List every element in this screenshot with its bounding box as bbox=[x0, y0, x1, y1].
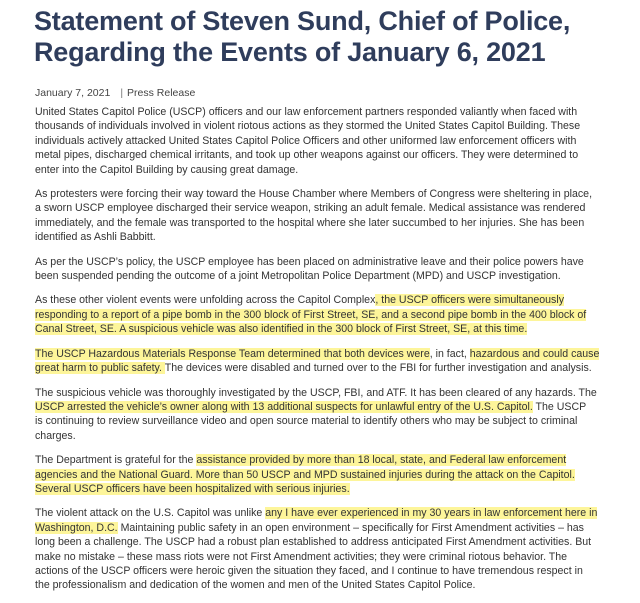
release-date: January 7, 2021 bbox=[35, 87, 111, 99]
highlighted-text: Washington, D.C. bbox=[35, 521, 118, 534]
paragraph-line bbox=[35, 187, 625, 201]
paragraph-text: individuals actively attacked United States Capitol Police Officers and other uniformed law enforcement officers with bbox=[35, 134, 577, 147]
highlighted-text: great harm to public safety. bbox=[35, 362, 165, 375]
paragraph-line bbox=[35, 429, 625, 443]
paragraph-line bbox=[35, 255, 625, 269]
statement-body bbox=[35, 105, 625, 603]
paragraph-text: is continuing to review surveillance video and open source material to identify others who may be subject to criminal bbox=[35, 415, 578, 428]
paragraph-text: The Department is grateful for the bbox=[35, 454, 197, 467]
paragraph-line bbox=[35, 468, 625, 482]
paragraph-line bbox=[35, 201, 625, 215]
highlighted-text: agencies and the National Guard. More than 50 USCP and MPD sustained injuries during the attack on the Capitol. bbox=[35, 468, 575, 481]
highlighted-text: , the USCP officers were simultaneously bbox=[375, 294, 564, 307]
paragraph-text: make no mistake – these mass riots were not First Amendment activities; they were criminal riotous behavior. The bbox=[35, 550, 568, 563]
paragraph-text: the professionalism and dedication of the women and men of the United States Capitol Police. bbox=[35, 579, 476, 592]
paragraph-line bbox=[35, 453, 625, 467]
paragraph-line bbox=[35, 148, 625, 162]
paragraph-line bbox=[35, 269, 625, 283]
paragraph-line bbox=[35, 564, 625, 578]
paragraph-text: , in fact, bbox=[429, 347, 470, 360]
statement-paragraph bbox=[35, 187, 625, 245]
paragraph-line bbox=[35, 400, 625, 414]
paragraph-text: a sworn USCP employee discharged their service weapon, striking an adult female. Medical assistance was rendered bbox=[35, 202, 586, 215]
paragraph-text: metal pipes, discharged chemical irritants, and took up other weapons against our officers. They were determined to bbox=[35, 149, 579, 162]
highlighted-text: responding to a report of a pipe bomb in the 300 block of First Street, SE, and a second pipe bomb in the 400 block of bbox=[35, 308, 587, 321]
release-category: Press Release bbox=[127, 87, 196, 99]
statement-paragraph bbox=[35, 453, 625, 496]
paragraph-text: long been a challenge. The USCP had a robust plan established to address anticipated First Amendment activities. But bbox=[35, 536, 592, 549]
highlighted-text: Several USCP officers have been hospitalized with serious injuries. bbox=[35, 482, 350, 495]
paragraph-line bbox=[35, 322, 625, 336]
highlighted-text: hazardous and could cause bbox=[469, 347, 600, 360]
paragraph-text: identified as Ashli Babbitt. bbox=[35, 231, 156, 244]
paragraph-text: The violent attack on the U.S. Capitol was unlike bbox=[35, 507, 266, 520]
paragraph-line bbox=[35, 216, 625, 230]
paragraph-text: immediately, and the female was transported to the hospital where she later succumbed to her injuries. She has been bbox=[35, 216, 585, 229]
paragraph-line bbox=[35, 521, 625, 535]
paragraph-line bbox=[35, 119, 625, 133]
paragraph-text: As per the USCP’s policy, the USCP employee has been placed on administrative leave and their police powers have bbox=[35, 255, 584, 268]
paragraph-text: Maintaining public safety in an open environment – specifically for First Amendment activities – has bbox=[117, 521, 584, 534]
statement-paragraph bbox=[35, 386, 625, 444]
highlighted-text: USCP arrested the vehicle’s owner along with 13 additional suspects for unlawful entry of the U.S. Capitol. bbox=[35, 400, 533, 413]
paragraph-text: As protesters were forcing their way toward the House Chamber where Members of Congress were sheltering in place, bbox=[35, 188, 593, 201]
paragraph-line bbox=[35, 163, 625, 177]
paragraph-line bbox=[35, 347, 625, 361]
statement-paragraph bbox=[35, 105, 625, 177]
paragraph-text: thousands of individuals involved in violent riotous actions as they stormed the United States Capitol Building. These bbox=[35, 120, 581, 133]
paragraph-text: United States Capitol Police (USCP) officers and our law enforcement partners responded valiantly when faced with bbox=[35, 106, 578, 118]
statement-paragraph bbox=[35, 347, 625, 376]
paragraph-line bbox=[35, 506, 625, 520]
paragraph-line bbox=[35, 386, 625, 400]
page-title bbox=[34, 6, 634, 68]
paragraph-text: been suspended pending the outcome of a joint Metropolitan Police Department (MPD) and USCP investigation. bbox=[35, 270, 561, 283]
paragraph-line bbox=[35, 578, 625, 592]
paragraph-text: The suspicious vehicle was thoroughly investigated by the USCP, FBI, and ATF. It has been cleared of any hazards. The bbox=[35, 386, 597, 399]
highlighted-text: The USCP Hazardous Materials Response Team determined that both devices were bbox=[35, 347, 430, 360]
paragraph-line bbox=[35, 230, 625, 244]
statement-paragraph bbox=[35, 255, 625, 284]
paragraph-line bbox=[35, 414, 625, 428]
meta-separator: | bbox=[120, 87, 124, 99]
highlighted-text: assistance provided by more than 18 local, state, and Federal law enforcement bbox=[196, 454, 567, 467]
paragraph-line bbox=[35, 550, 625, 564]
paragraph-line bbox=[35, 293, 625, 307]
paragraph-line bbox=[35, 134, 625, 148]
paragraph-line bbox=[35, 308, 625, 322]
paragraph-line bbox=[35, 361, 625, 375]
paragraph-text: The USCP bbox=[532, 400, 587, 413]
title-line-2: Regarding the Events of January 6, 2021 bbox=[34, 37, 546, 67]
highlighted-text: any I have ever experienced in my 30 years in law enforcement here in bbox=[265, 507, 598, 520]
paragraph-text: The devices were disabled and turned over to the FBI for further investigation and analysis. bbox=[164, 362, 592, 375]
paragraph-text: As these other violent events were unfolding across the Capitol Complex bbox=[35, 294, 376, 307]
paragraph-line bbox=[35, 105, 625, 119]
highlighted-text: Canal Street, SE. A suspicious vehicle was also identified in the 300 block of First Street, SE, at this time. bbox=[35, 323, 528, 336]
statement-paragraph bbox=[35, 506, 625, 592]
paragraph-line bbox=[35, 482, 625, 496]
statement-paragraph bbox=[35, 293, 625, 336]
paragraph-text: enter into the Capitol Building by causing great damage. bbox=[35, 163, 299, 176]
release-meta bbox=[35, 86, 195, 100]
title-line-1: Statement of Steven Sund, Chief of Police, bbox=[34, 6, 571, 36]
paragraph-text: actions of the USCP officers were heroic given the situation they faced, and I continue to have tremendous respect in bbox=[35, 564, 583, 577]
paragraph-text: charges. bbox=[35, 429, 76, 442]
paragraph-line bbox=[35, 535, 625, 549]
